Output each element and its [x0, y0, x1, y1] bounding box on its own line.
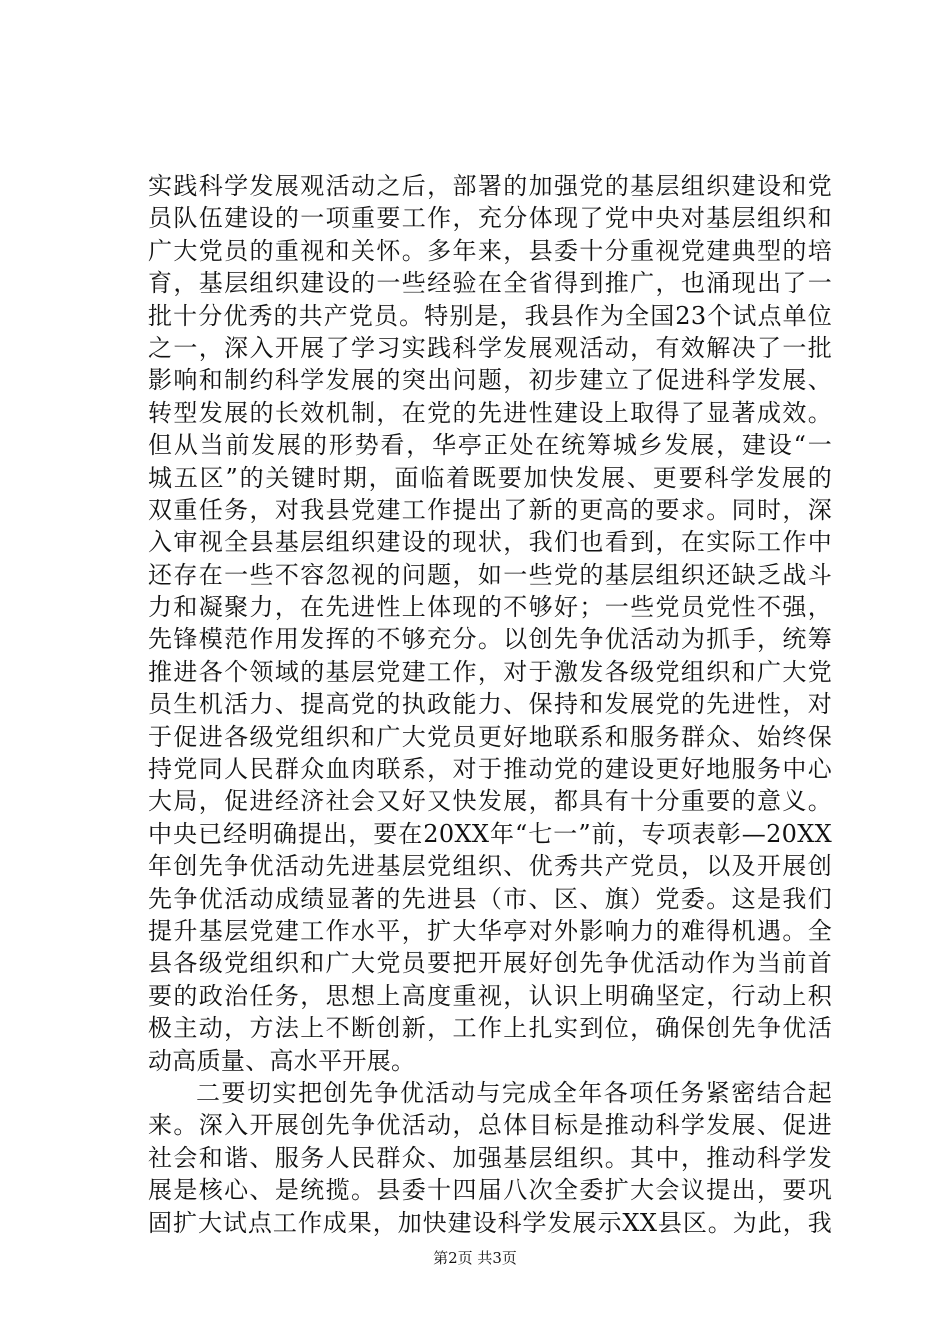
- text-line: 员队伍建设的一项重要工作，充分体现了党中央对基层组织和: [148, 204, 832, 233]
- text-line: 推进各个领域的基层党建工作，对于激发各级党组织和广大党: [148, 657, 832, 686]
- text-line: 中央已经明确提出，要在20XX年“七一”前，专项表彰—20XX: [148, 819, 832, 848]
- text-line-paragraph-start: 二要切实把创先争优活动与完成全年各项任务紧密结合起: [196, 1078, 832, 1107]
- text-line: 先争优活动成绩显著的先进县（市、区、旗）党委。这是我们: [148, 884, 832, 913]
- text-line: 于促进各级党组织和广大党员更好地联系和服务群众、始终保: [148, 722, 832, 751]
- text-line: 力和凝聚力，在先进性上体现的不够好；一些党员党性不强，: [148, 593, 832, 622]
- text-line: 转型发展的长效机制，在党的先进性建设上取得了显著成效。: [148, 398, 832, 427]
- text-line: 员生机活力、提高党的执政能力、保持和发展党的先进性，对: [148, 690, 832, 719]
- text-line: 要的政治任务，思想上高度重视，认识上明确坚定，行动上积: [148, 981, 832, 1010]
- text-line: 先锋模范作用发挥的不够充分。以创先争优活动为抓手，统筹: [148, 625, 832, 654]
- text-line: 育，基层组织建设的一些经验在全省得到推广，也涌现出了一: [148, 269, 832, 298]
- page-footer: [0, 1248, 950, 1268]
- page-number-label: 第2页 共3页: [433, 1249, 517, 1267]
- text-line: 极主动，方法上不断创新，工作上扎实到位，确保创先争优活: [148, 1014, 832, 1043]
- text-line: 社会和谐、服务人民群众、加强基层组织。其中，推动科学发: [148, 1143, 832, 1172]
- text-line: 实践科学发展观活动之后，部署的加强党的基层组织建设和党: [148, 172, 832, 200]
- text-line: 县各级党组织和广大党员要把开展好创先争优活动作为当前首: [148, 949, 832, 978]
- text-line: 还存在一些不容忽视的问题，如一些党的基层组织还缺乏战斗: [148, 560, 832, 589]
- text-line: 展是核心、是统揽。县委十四届八次全委扩大会议提出，要巩: [148, 1176, 832, 1205]
- text-line: 入审视全县基层组织建设的现状，我们也看到，在实际工作中: [148, 528, 832, 557]
- text-line: 双重任务，对我县党建工作提出了新的更高的要求。同时，深: [148, 495, 832, 524]
- text-line: 提升基层党建工作水平，扩大华亭对外影响力的难得机遇。全: [148, 916, 832, 945]
- text-line: 城五区”的关键时期，面临着既要加快发展、更要科学发展的: [148, 463, 832, 492]
- body-text: [148, 170, 832, 1239]
- text-line: 影响和制约科学发展的突出问题，初步建立了促进科学发展、: [148, 366, 832, 395]
- text-line: 大局，促进经济社会又好又快发展，都具有十分重要的意义。: [148, 787, 832, 816]
- text-line-paragraph-end: 动高质量、高水平开展。: [148, 1046, 416, 1075]
- text-line: 持党同人民群众血肉联系，对于推动党的建设更好地服务中心: [148, 755, 832, 784]
- text-line: 之一，深入开展了学习实践科学发展观活动，有效解决了一批: [148, 333, 832, 362]
- text-line: 广大党员的重视和关怀。多年来，县委十分重视党建典型的培: [148, 236, 832, 265]
- text-line: 但从当前发展的形势看，华亭正处在统筹城乡发展，建设“一: [148, 431, 832, 460]
- text-line: 固扩大试点工作成果，加快建设科学发展示XX县区。为此，我: [148, 1208, 832, 1237]
- text-line: 批十分优秀的共产党员。特别是，我县作为全国23个试点单位: [148, 301, 832, 330]
- text-line: 年创先争优活动先进基层党组织、优秀共产党员，以及开展创: [148, 852, 832, 881]
- text-line: 来。深入开展创先争优活动，总体目标是推动科学发展、促进: [148, 1111, 832, 1140]
